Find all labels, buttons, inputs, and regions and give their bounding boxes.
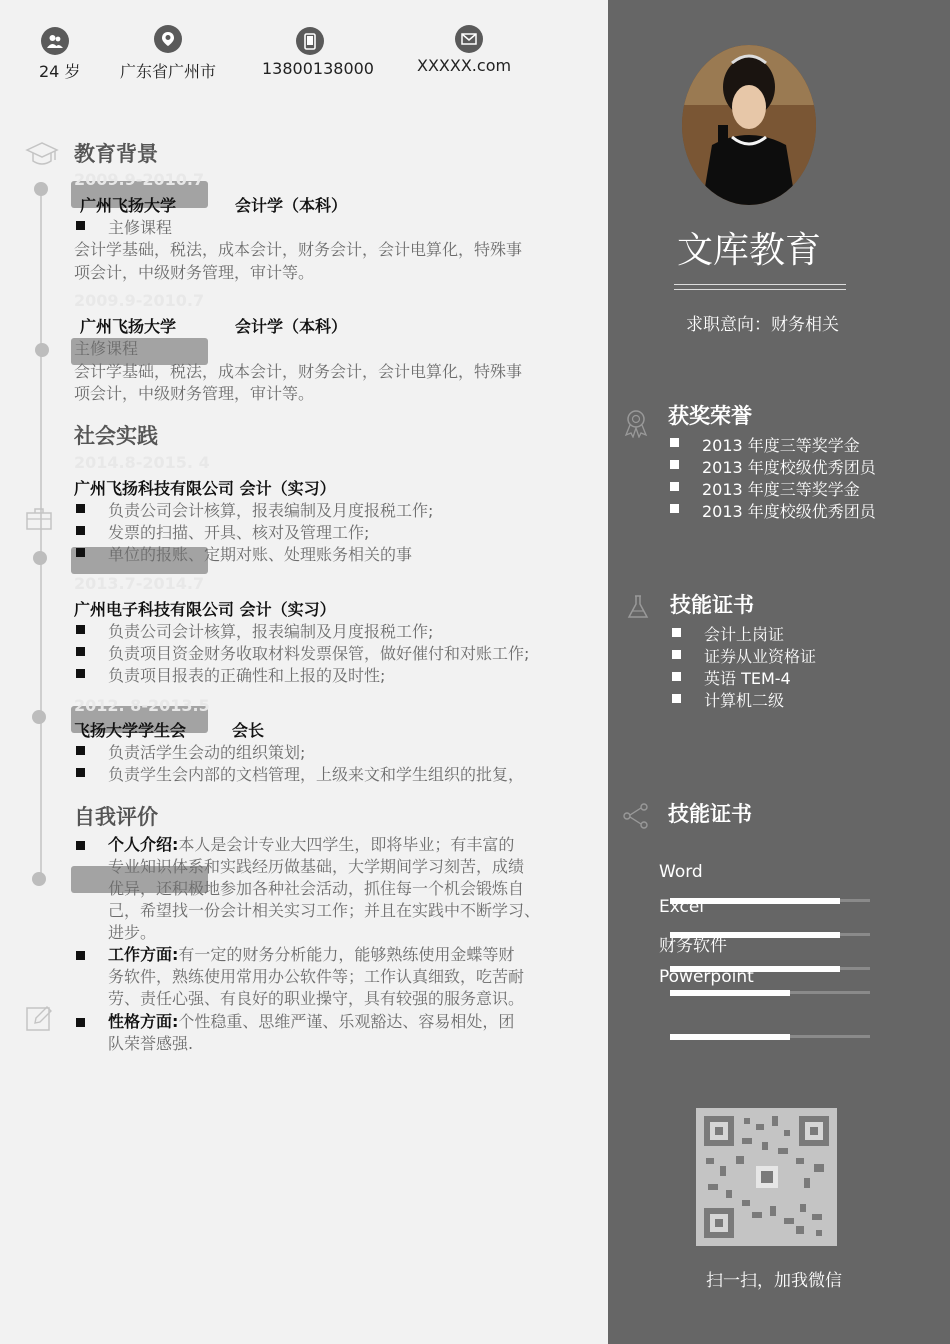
self-eval-line: 个性稳重、思维严谨、乐观豁达、容易相处，团 (178, 1012, 515, 1031)
skill-label: Excel (659, 897, 705, 917)
self-eval-label: 个人介绍: (108, 835, 179, 854)
contact-phone: 13800138000 (262, 59, 374, 78)
briefcase-icon (25, 506, 53, 536)
practice-item: 负责项目资金财务收取材料发票保管，做好催付和对账工作; (108, 644, 530, 663)
edu-course-label: 主修课程 (74, 339, 139, 358)
bullet (76, 746, 85, 755)
bullet (670, 460, 679, 469)
edit-icon (25, 1004, 53, 1036)
practice-item: 负责公司会计核算，报表编制及月度报税工作; (108, 501, 434, 520)
bullet (76, 951, 85, 960)
self-eval-line: 务软件，熟练使用常用办公软件等；工作认真细致，吃苦耐 (108, 967, 525, 986)
bullet (76, 504, 85, 513)
contact-location: 广东省广州市 (120, 62, 217, 81)
edu-date: 2009.9-2010.7 (74, 291, 205, 310)
skill-bar-fill (670, 990, 790, 996)
avatar (682, 45, 816, 205)
award-item: 2013 年度校级优秀团员 (702, 458, 876, 477)
practice-item: 负责学生会内部的文档管理，上级来文和学生组织的批复， (108, 765, 525, 784)
certs-title: 技能证书 (670, 593, 754, 617)
award-item: 2013 年度三等奖学金 (702, 436, 860, 455)
self-eval-line: 进步。 (108, 923, 157, 942)
practice-org-role: 广州飞扬科技有限公司 会计（实习） (74, 479, 336, 498)
practice-date: 2014.8-2015. 4 (74, 453, 210, 472)
phone-icon (296, 27, 324, 55)
edu-major: 会计学（本科） (235, 317, 348, 336)
practice-item: 负责公司会计核算，报表编制及月度报税工作; (108, 622, 434, 641)
bullet (672, 694, 681, 703)
bullet (76, 548, 85, 557)
self-eval-work (108, 944, 524, 1010)
skill-label: Powerpoint (659, 967, 754, 987)
flask-icon (626, 594, 650, 624)
contact-age: 24 岁 (39, 62, 81, 81)
bullet (76, 768, 85, 777)
cert-item: 证券从业资格证 (704, 647, 817, 666)
user-icon (41, 27, 69, 55)
self-eval-label: 性格方面: (108, 1012, 179, 1031)
practice-item: 负责活学生会动的组织策划; (108, 743, 306, 762)
practice-item: 负责项目报表的正确性和上报的及时性; (108, 666, 386, 685)
timeline-dot (32, 872, 46, 886)
practice-role: 会长 (232, 721, 265, 740)
self-eval-line: 有一定的财务分析能力，能够熟练使用金蝶等财 (178, 945, 515, 964)
self-eval-title: 自我评价 (74, 805, 158, 829)
bullet (76, 1018, 85, 1027)
bullet (76, 221, 85, 230)
bullet (670, 504, 679, 513)
timeline-dot (32, 710, 46, 724)
job-objective: 求职意向：财务相关 (686, 315, 839, 335)
practice-date: 2013.7-2014.7 (74, 574, 205, 593)
self-eval-line: 劳、责任心强、有良好的职业操守，具有较强的服务意识。 (108, 989, 525, 1008)
self-eval-line: 队荣誉感强. (108, 1034, 194, 1053)
practice-item: 单位的报账、定期对账、处理账务相关的事 (108, 545, 413, 564)
skill-label: Word (659, 862, 703, 882)
practice-item: 发票的扫描、开具、核对及管理工作; (108, 523, 370, 542)
practice-org-role: 广州电子科技有限公司 会计（实习） (74, 600, 336, 619)
bullet (670, 482, 679, 491)
award-item: 2013 年度三等奖学金 (702, 480, 860, 499)
self-eval-label: 工作方面: (108, 945, 179, 964)
practice-title: 社会实践 (74, 424, 158, 448)
location-pin-icon (154, 25, 182, 53)
edu-date: 2009.9-2010.7 (74, 170, 205, 189)
cert-item: 计算机二级 (704, 691, 785, 710)
qr-code (696, 1108, 837, 1246)
edu-course-text: 会计学基础，税法，成本会计，财务会计，会计电算化，特殊事 (74, 362, 523, 381)
awards-title: 获奖荣誉 (668, 404, 752, 428)
avatar-portrait-icon (682, 45, 816, 205)
self-eval-line: 优异，还积极地参加各种社会活动，抓住每一个机会锻炼自 (108, 879, 525, 898)
award-icon (622, 408, 650, 442)
skills-title: 技能证书 (668, 802, 752, 826)
self-eval-line: 己，希望找一份会计相关实习工作；并且在实践中不断学习、 (108, 901, 541, 920)
self-eval-line: 专业知识体系和实践经历做基础，大学期间学习刻苦，成绩 (108, 857, 525, 876)
practice-date: 2012. 8-2013.5 (74, 696, 210, 715)
edu-course-label: 主修课程 (108, 218, 173, 237)
practice-org: 飞扬大学学生会 (74, 721, 187, 740)
timeline-dot (35, 343, 49, 357)
education-title: 教育背景 (74, 142, 158, 166)
timeline-dot (34, 182, 48, 196)
bullet (76, 526, 85, 535)
self-eval-character (108, 1011, 514, 1055)
edu-major: 会计学（本科） (235, 196, 348, 215)
self-eval-personal (108, 834, 540, 944)
edu-course-text: 会计学基础，税法，成本会计，财务会计，会计电算化，特殊事 (74, 240, 523, 259)
bullet (672, 628, 681, 637)
contact-email: XXXXX.com (417, 56, 512, 75)
bullet (672, 650, 681, 659)
cert-item: 英语 TEM-4 (704, 669, 791, 688)
timeline-dot (33, 551, 47, 565)
edu-school: 广州飞扬大学 (80, 317, 177, 336)
bullet (76, 669, 85, 678)
edu-course-text: 项会计，中级财务管理，审计等。 (74, 263, 315, 282)
bullet (672, 672, 681, 681)
qr-caption: 扫一扫，加我微信 (706, 1271, 842, 1291)
bullet (76, 841, 85, 850)
name-underline (674, 284, 846, 290)
award-item: 2013 年度校级优秀团员 (702, 502, 876, 521)
qr-code-icon (696, 1108, 837, 1246)
bullet (76, 647, 85, 656)
skill-label: 财务软件 (659, 936, 727, 956)
self-eval-line: 本人是会计专业大四学生，即将毕业；有丰富的 (178, 835, 515, 854)
email-icon (455, 25, 483, 53)
edu-school: 广州飞扬大学 (80, 196, 177, 215)
bullet (76, 625, 85, 634)
bullet (670, 438, 679, 447)
share-icon (622, 802, 650, 834)
edu-course-text: 项会计，中级财务管理，审计等。 (74, 384, 315, 403)
cert-item: 会计上岗证 (704, 625, 785, 644)
graduation-cap-icon (25, 140, 59, 172)
skill-bar-fill (670, 1034, 790, 1040)
profile-name: 文库教育 (677, 230, 822, 271)
